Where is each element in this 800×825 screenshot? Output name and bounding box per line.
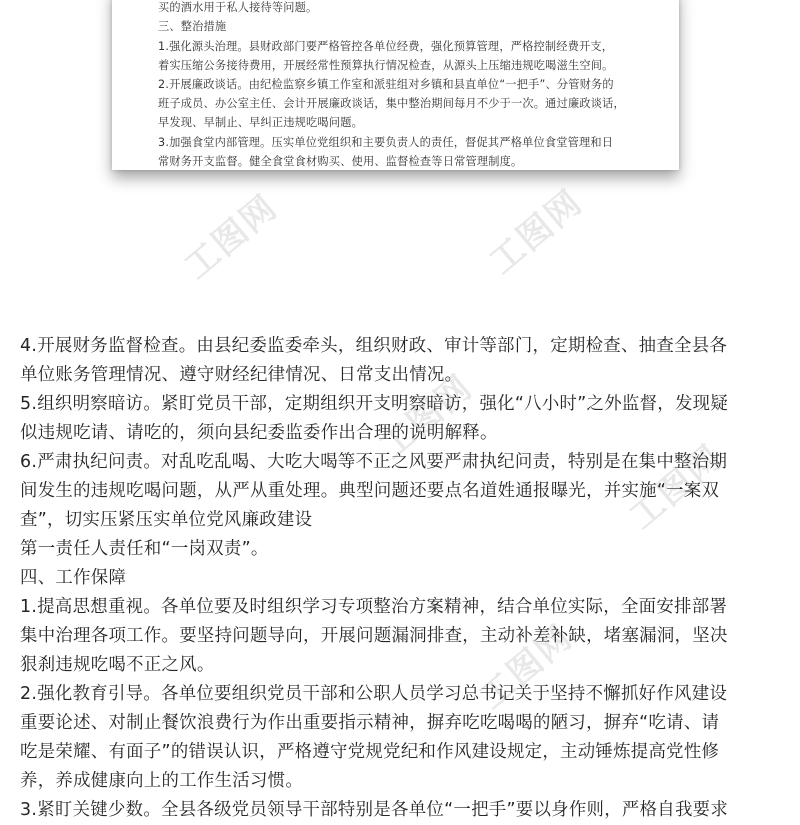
body-line: 狠刹违规吃喝不正之风。 [20,655,215,675]
preview-line: 买的酒水用于私人接待等问题。 [158,1,318,15]
body-line: 3.紧盯关键少数。全县各级党员领导干部特别是各单位“一把手”要以身作则，严格自我要求 [20,800,729,820]
watermark: 工图网 [472,617,581,718]
body-line: 集中治理各项工作。要坚持问题导向，开展问题漏洞排查，主动补差补缺，堵塞漏洞，坚决 [20,626,728,646]
watermark: 工图网 [622,437,731,538]
preview-line: 早发现、早制止、早纠正违规吃喝问题。 [158,116,363,130]
document-body [20,332,790,825]
document-preview-card [112,0,679,170]
preview-line: 2.开展廉政谈话。由纪检监察乡镇工作室和派驻组对乡镇和县直单位“一把手”、分管财务的 [158,78,614,92]
body-line: 吃是荣耀、有面子”的错误认识，严格遵守党规党纪和作风建设规定，主动锤炼提高党性修 [20,742,720,762]
body-line: 6.严肃执纪问责。对乱吃乱喝、大吃大喝等不正之风要严肃执纪问责，特别是在集中整治期 [20,452,728,472]
watermark: 工图网 [482,182,591,283]
body-line: 单位账务管理情况、遵守财经纪律情况、日常支出情况。 [20,365,463,385]
preview-heading: 三、整治措施 [158,20,227,34]
body-line: 养，养成健康向上的工作生活习惯。 [20,771,304,791]
body-line: 间发生的违规吃喝问题，从严从重处理。典型问题还要点名道姓通报曝光，并实施“一案双 [20,481,720,501]
body-line: 2.强化教育引导。各单位要组织党员干部和公职人员学习总书记关于坚持不懈抓好作风建设 [20,684,728,704]
preview-line: 3.加强食堂内部管理。压实单位党组织和主要负责人的责任，督促其严格单位食堂管理和日 [158,135,614,149]
body-line: 似违规吃请、请吃的，须向县纪委监委作出合理的说明解释。 [20,423,498,443]
preview-line: 着实压缩公务接待费用，开展经常性预算执行情况检查，从源头上压缩违规吃喝滋生空间。 [158,58,614,72]
body-line: 4.开展财务监督检查。由县纪委监委牵头，组织财政、审计等部门，定期检查、抽查全县各 [20,336,728,356]
preview-line: 班子成员、办公室主任、会计开展廉政谈话，集中整治期间每月不少于一次。通过廉政谈话， [158,97,625,111]
preview-line: 1.强化源头治理。县财政部门要严格管控各单位经费，强化预算管理，严格控制经费开支， [158,39,614,53]
watermark: 工图网 [177,187,286,288]
body-line: 第一责任人责任和“一岗双责”。 [20,539,269,559]
preview-text [158,0,658,170]
preview-line: 常财务开支监督。健全食堂食材购买、使用、监督检查等日常管理制度。 [158,154,523,168]
body-line: 5.组织明察暗访。紧盯党员干部，定期组织开支明察暗访，强化“八小时”之外监督，发现疑 [20,394,729,414]
body-line: 1.提高思想重视。各单位要及时组织学习专项整治方案精神，结合单位实际，全面安排部署 [20,597,728,617]
section-heading: 四、工作保障 [20,568,127,588]
watermark: 工图网 [372,367,481,468]
body-line: 重要论述、对制止餐饮浪费行为作出重要指示精神，摒弃吃吃喝喝的陋习，摒弃“吃请、请 [20,713,720,733]
body-line: 查”，切实压紧压实单位党风廉政建设 [20,510,313,530]
